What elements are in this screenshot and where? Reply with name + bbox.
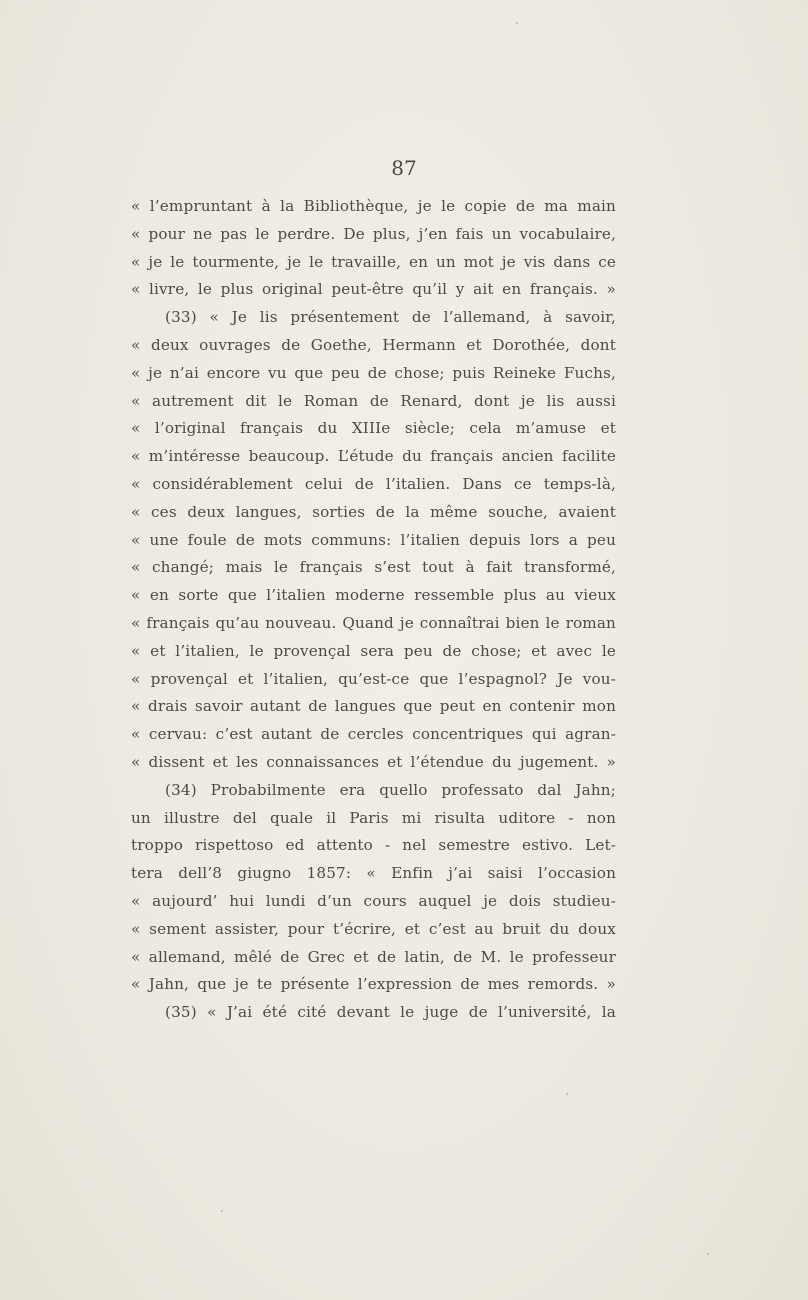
text-line: « et l’italien, le provençal sera peu de chose; et avec le (131, 641, 616, 660)
text-line-note-35: (35) « J’ai été cité devant le juge de l’université, la (165, 1003, 616, 1022)
text-line: « français qu’au nouveau. Quand je connaîtrai bien le roman (131, 613, 616, 632)
text-line: un illustre del quale il Paris mi risulta uditore - non (131, 808, 616, 827)
text-line: « pour ne pas le perdre. De plus, j’en fais un vocabulaire, (131, 224, 616, 243)
body-text (131, 193, 616, 1027)
text-line: « considérablement celui de l’italien. Dans ce temps-là, (131, 474, 616, 493)
text-line: « dissent et les connaissances et l’étendue du jugement. » (131, 752, 616, 771)
text-line-note-34: (34) Probabilmente era quello professato dal Jahn; (165, 780, 616, 799)
text-line: « changé; mais le français s’est tout à fait transformé, (131, 558, 616, 577)
text-line: « je le tourmente, je le travaille, en un mot je vis dans ce (131, 252, 616, 271)
text-line: « l’original français du XIIIe siècle; cela m’amuse et (131, 419, 616, 438)
paper-speck (566, 1093, 568, 1095)
text-line: « deux ouvrages de Goethe, Hermann et Dorothée, dont (131, 335, 616, 354)
text-line: « Jahn, que je te présente l’expression de mes remords. » (131, 975, 616, 994)
text-line: tera dell’8 giugno 1857: « Enfin j’ai saisi l’occasion (131, 864, 616, 883)
text-line: « provençal et l’italien, qu’est-ce que l’espagnol? Je vou- (131, 669, 616, 688)
text-line: « je n’ai encore vu que peu de chose; puis Reineke Fuchs, (131, 363, 616, 382)
text-line: « l’empruntant à la Bibliothèque, je le copie de ma main (131, 197, 616, 215)
text-line: « drais savoir autant de langues que peut en contenir mon (131, 697, 616, 716)
text-line: « autrement dit le Roman de Renard, dont je lis aussi (131, 391, 616, 410)
text-line: « sement assister, pour t’écrire, et c’est au bruit du doux (131, 919, 616, 938)
text-line: troppo rispettoso ed attento - nel semestre estivo. Let- (131, 836, 616, 855)
text-line-note-33: (33) « Je lis présentement de l’allemand, à savoir, (165, 308, 616, 327)
paper-speck (707, 1253, 709, 1255)
text-line: « m’intéresse beaucoup. L’étude du français ancien facilite (131, 447, 616, 466)
text-line: « livre, le plus original peut-être qu’il y ait en français. » (131, 280, 616, 299)
text-line: « en sorte que l’italien moderne ressemble plus au vieux (131, 586, 616, 605)
text-line: « ces deux langues, sorties de la même souche, avaient (131, 502, 616, 521)
paper-speck (516, 22, 518, 24)
paper-speck (221, 1210, 223, 1212)
text-line: « une foule de mots communs: l’italien depuis lors a peu (131, 530, 616, 549)
text-line: « cervau: c’est autant de cercles concentriques qui agran- (131, 725, 616, 744)
page-number: 87 (391, 156, 417, 180)
text-line: « allemand, mêlé de Grec et de latin, de M. le professeur (131, 947, 616, 966)
text-line: « aujourd’ hui lundi d’un cours auquel je dois studieu- (131, 891, 616, 910)
